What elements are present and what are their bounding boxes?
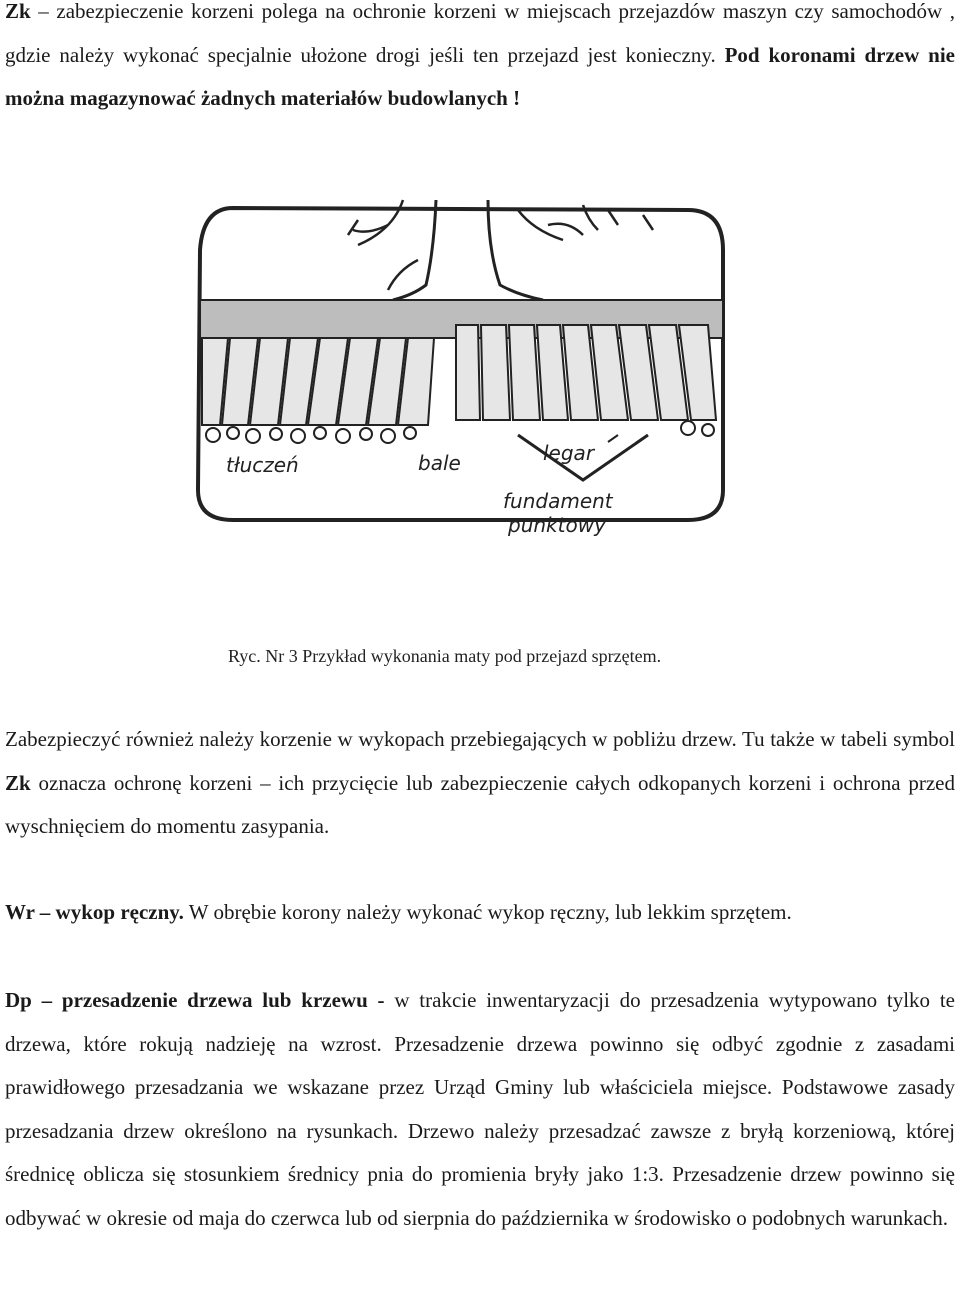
paragraph-dp [5, 979, 955, 1240]
root-mat-illustration [188, 190, 733, 610]
label-bale: bale [418, 451, 461, 475]
paragraph-text: W obrębie korony należy wykonać wykop ręczny, lub lekkim sprzętem. [183, 900, 792, 924]
planks [202, 325, 716, 425]
label-punktowy: punktowy [508, 513, 606, 537]
term-wr: Wr – wykop ręczny. [5, 900, 184, 924]
roots-left [348, 200, 418, 290]
label-tluczen: tłuczeń [226, 453, 299, 477]
warning-text: Pod koronami drzew nie można magazynować żadnych materiałów budowlanych ! [5, 42, 955, 110]
paragraph-excavation-protection [5, 718, 955, 849]
label-legar: legar [543, 441, 595, 465]
paragraph-zk-root-protection [5, 0, 955, 121]
figure-caption: Ryc. Nr 3 Przykład wykonania maty pod przejazd sprzętem. [228, 646, 662, 666]
paragraph-text: – zabezpieczenie korzeni polega na ochronie korzeni w miejscach przejazdów maszyn czy samochodów , gdzie należy wykonać specjalnie ułożone drogi jeśli ten przejazd jest konieczny. [5, 0, 955, 67]
paragraph-text: Zabezpieczyć również należy korzenie w wykopach przebiegających w pobliżu drzew. Tu także w tabeli symbol [5, 727, 955, 751]
term-zk: Zk [5, 770, 31, 795]
legar-pointer [608, 435, 618, 442]
term-dp: Dp – przesadzenie drzewa lub krzewu - [5, 988, 385, 1012]
term-zk: Zk [5, 0, 31, 23]
paragraph-text: w trakcie inwentaryzacji do przesadzenia wytypowano tylko te drzewa, które rokują nadzieję na wzrost. Przesadzenie drzewa powinno się odbyć zgodnie z zasadami prawidłowego przesadzania we wskazane przez Urząd Gminy lub właściciela miejsce. Podstawowe zasady przesadzania drzew określono na rysunkach. Drzewo należy przesadzać zawsze z bryłą korzeniową, której średnicę oblicza się stosunkiem średnicy pnia do promienia bryły jako 1:3. Przesadzenie drzew powinno się odbywać w okresie od maja do czerwca lub od sierpnia do października w środowisko o podobnych warunkach. [5, 988, 955, 1230]
label-fundament: fundament [503, 489, 613, 513]
paragraph-text: oznacza ochronę korzeni – ich przycięcie lub zabezpieczenie całych odkopanych korzeni i ochrona przed wyschnięciem do momentu zasypania. [5, 770, 955, 838]
paragraph-wr [5, 891, 955, 935]
